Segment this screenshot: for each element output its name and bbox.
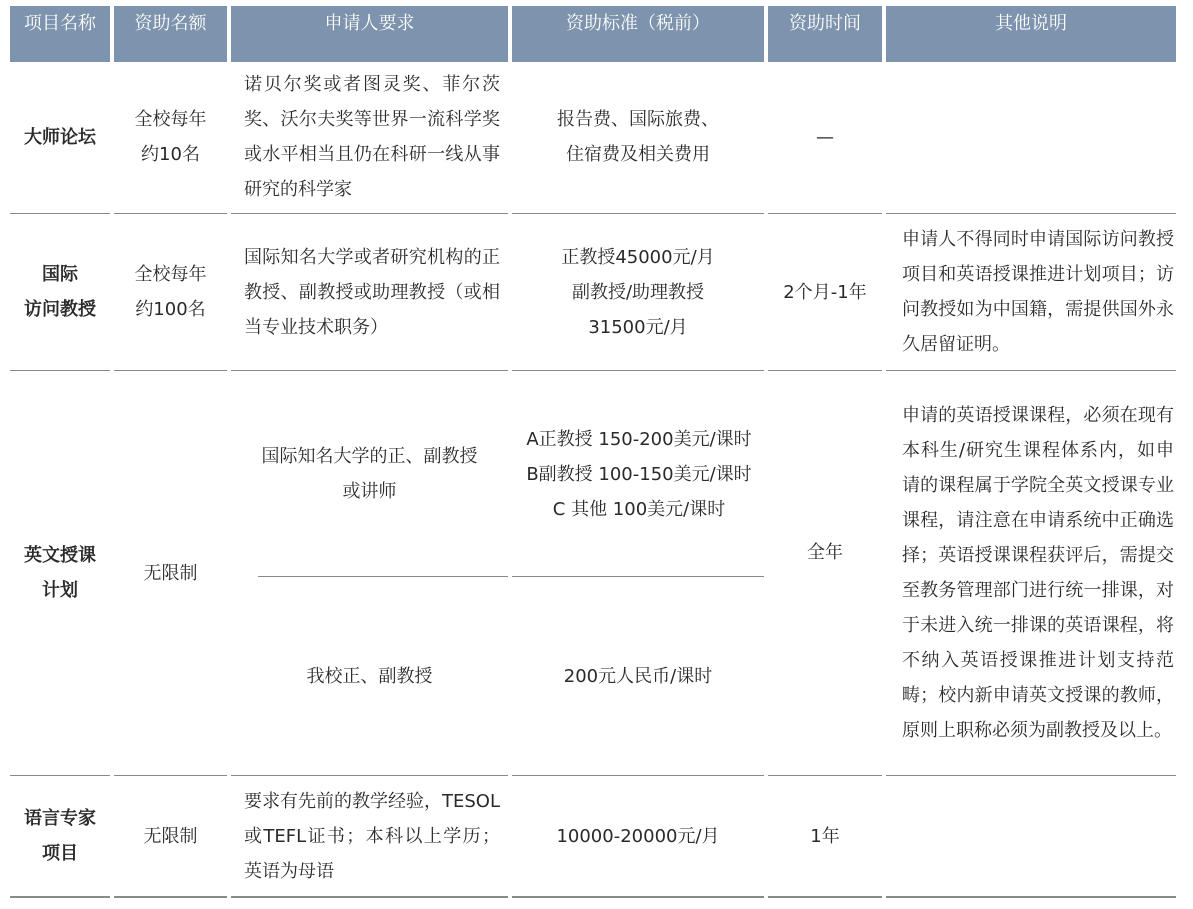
table-row-standard: A正教授 150-200美元/课时 B副教授 100-150美元/课时 C 其他 100美元/课时: [526, 428, 752, 520]
table-row-quota: 全校每年 约100名: [134, 264, 207, 320]
table-row-time: 全年: [807, 541, 843, 563]
table-row-time: 1年: [810, 825, 840, 847]
header-project-name: 项目名称: [10, 6, 110, 62]
table-row-requirement: 国际知名大学的正、副教授 或讲师: [261, 446, 478, 502]
table-row-standard: 200元人民币/课时: [563, 665, 713, 687]
table-row-note: [902, 776, 1174, 896]
table-row-quota: 无限制: [143, 825, 198, 847]
header-time: 资助时间: [768, 6, 882, 62]
table-row-time: —: [816, 126, 834, 148]
table-row-standard: 10000-20000元/月: [556, 825, 720, 847]
table-row-name: 大师论坛: [24, 126, 96, 148]
header-note: 其他说明: [886, 6, 1176, 62]
table-row-quota: 无限制: [143, 562, 198, 584]
table-row-quota: 全校每年 约10名: [134, 109, 207, 165]
table-row-note: 申请人不得同时申请国际访问教授项目和英语授课推进计划项目；访问教授如为中国籍，需提供国外永久居留证明。: [902, 229, 1174, 355]
header-quota: 资助名额: [114, 6, 227, 62]
table-row-note: 申请的英语授课课程，必须在现有本科生/研究生课程体系内，如申请的课程属于学院全英文授课专业课程，请注意在申请系统中正确选择；英语授课课程获评后，需提交至教务管理部门进行统一排课，对于未进入统一排课的英语课程，将不纳入英语授课推进计划支持范畴；校内新申请英文授课的教师，原则上职称必须为副教授及以上。: [902, 405, 1174, 741]
table-row-requirement: 诺贝尔奖或者图灵奖、菲尔茨奖、沃尔夫奖等世界一流科学奖或水平相当且仍在科研一线从事研究的科学家: [244, 74, 500, 200]
table-row-name: 语言专家 项目: [24, 808, 96, 864]
table-row-note: [902, 62, 1174, 212]
table-row-requirement: 要求有先前的教学经验，TESOL或TEFL证书；本科以上学历；英语为母语: [244, 790, 500, 882]
table-row-requirement: 我校正、副教授: [306, 665, 433, 687]
header-standard: 资助标准（税前）: [512, 6, 764, 62]
table-row-name: 英文授课 计划: [24, 545, 96, 601]
table-row-name: 国际 访问教授: [24, 264, 96, 320]
table-row-time: 2个月-1年: [783, 281, 867, 303]
header-requirement: 申请人要求: [231, 6, 508, 62]
table-row-requirement: 国际知名大学或者研究机构的正教授、副教授或助理教授（或相当专业技术职务）: [244, 246, 500, 338]
table-row-standard: 报告费、国际旅费、 住宿费及相关费用: [557, 109, 719, 165]
table-row-standard: 正教授45000元/月 副教授/助理教授 31500元/月: [561, 246, 715, 338]
